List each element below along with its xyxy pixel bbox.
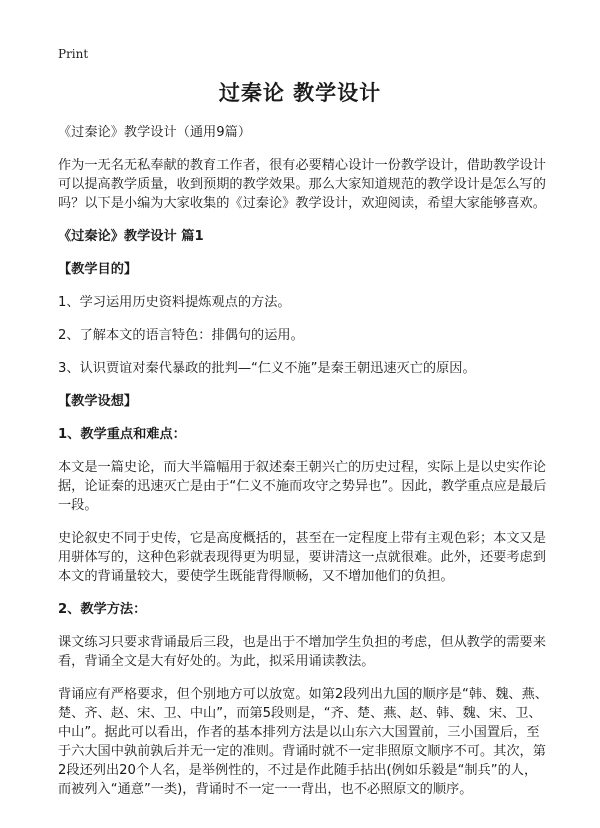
- print-label: Print: [58, 47, 89, 61]
- method-paragraph: 背诵应有严格要求，但个别地方可以放宽。如第2段列出九国的顺序是“韩、魏、燕、楚、齐、赵、宋、卫、中山”，而第5段则是，“齐、楚、燕、赵、韩、魏、宋、卫、中山”。据此可以看出，作者的基本排列方法是以山东六大国置前，三小国置后，至于六大国中孰前孰后并无一定的准则。背诵时就不一定非照原文顺序不可。其次，第2段还列出20个人名，是举例性的，不过是作此随手拈出(例如乐毅是“制兵”的人，而被列入“通意”一类)，背诵时不一定一一背出，也不必照原文的顺序。: [58, 687, 548, 797]
- document-body: [58, 123, 548, 799]
- intro-paragraph: 作为一无名无私奉献的教育工作者，很有必要精心设计一份教学设计，借助教学设计可以提高教学质量，收到预期的教学效果。那么大家知道规范的教学设计是怎么写的吗？以下是小编为大家收集的《过秦论》教学设计，欢迎阅读，希望大家能够喜欢。: [58, 158, 546, 211]
- key-paragraph: 本文是一篇史论，而大半篇幅用于叙述秦王朝兴亡的历史过程，实际上是以史实作论据，论证秦的迅速灭亡是由于“仁义不施而攻守之势异也”。因此，教学重点应是最后一段。: [58, 460, 547, 513]
- design-heading: 【教学设想】: [58, 394, 138, 409]
- method-heading: 2、教学方法：: [58, 602, 147, 617]
- subtitle: 《过秦论》教学设计（通用9篇）: [58, 125, 252, 140]
- key-paragraph: 史论叙史不同于史传，它是高度概括的，甚至在一定程度上带有主观色彩；本文又是用骈体写的，这种色彩就表现得更为明显，要讲清这一点就很难。此外，还要考虑到本文的背诵量较大，要使学生既能背得顺畅，又不增加他们的负担。: [58, 531, 546, 584]
- method-paragraph: 课文练习只要求背诵最后三段，也是出于不增加学生负担的考虑，但从教学的需要来看，背诵全文是大有好处的。为此，拟采用诵读教法。: [58, 635, 546, 669]
- key-points-heading: 1、教学重点和难点：: [58, 427, 186, 442]
- goals-heading: 【教学目的】: [58, 262, 138, 277]
- section-heading: 《过秦论》教学设计 篇1: [58, 229, 204, 244]
- page-title: 过秦论 教学设计: [218, 81, 382, 105]
- goal-item: 1、学习运用历史资料提炼观点的方法。: [58, 295, 291, 310]
- goal-item: 2、了解本文的语言特色：排偶句的运用。: [58, 328, 304, 343]
- goal-item: 3、认识贾谊对秦代暴政的批判—“仁义不施”是秦王朝迅速灭亡的原因。: [58, 361, 476, 376]
